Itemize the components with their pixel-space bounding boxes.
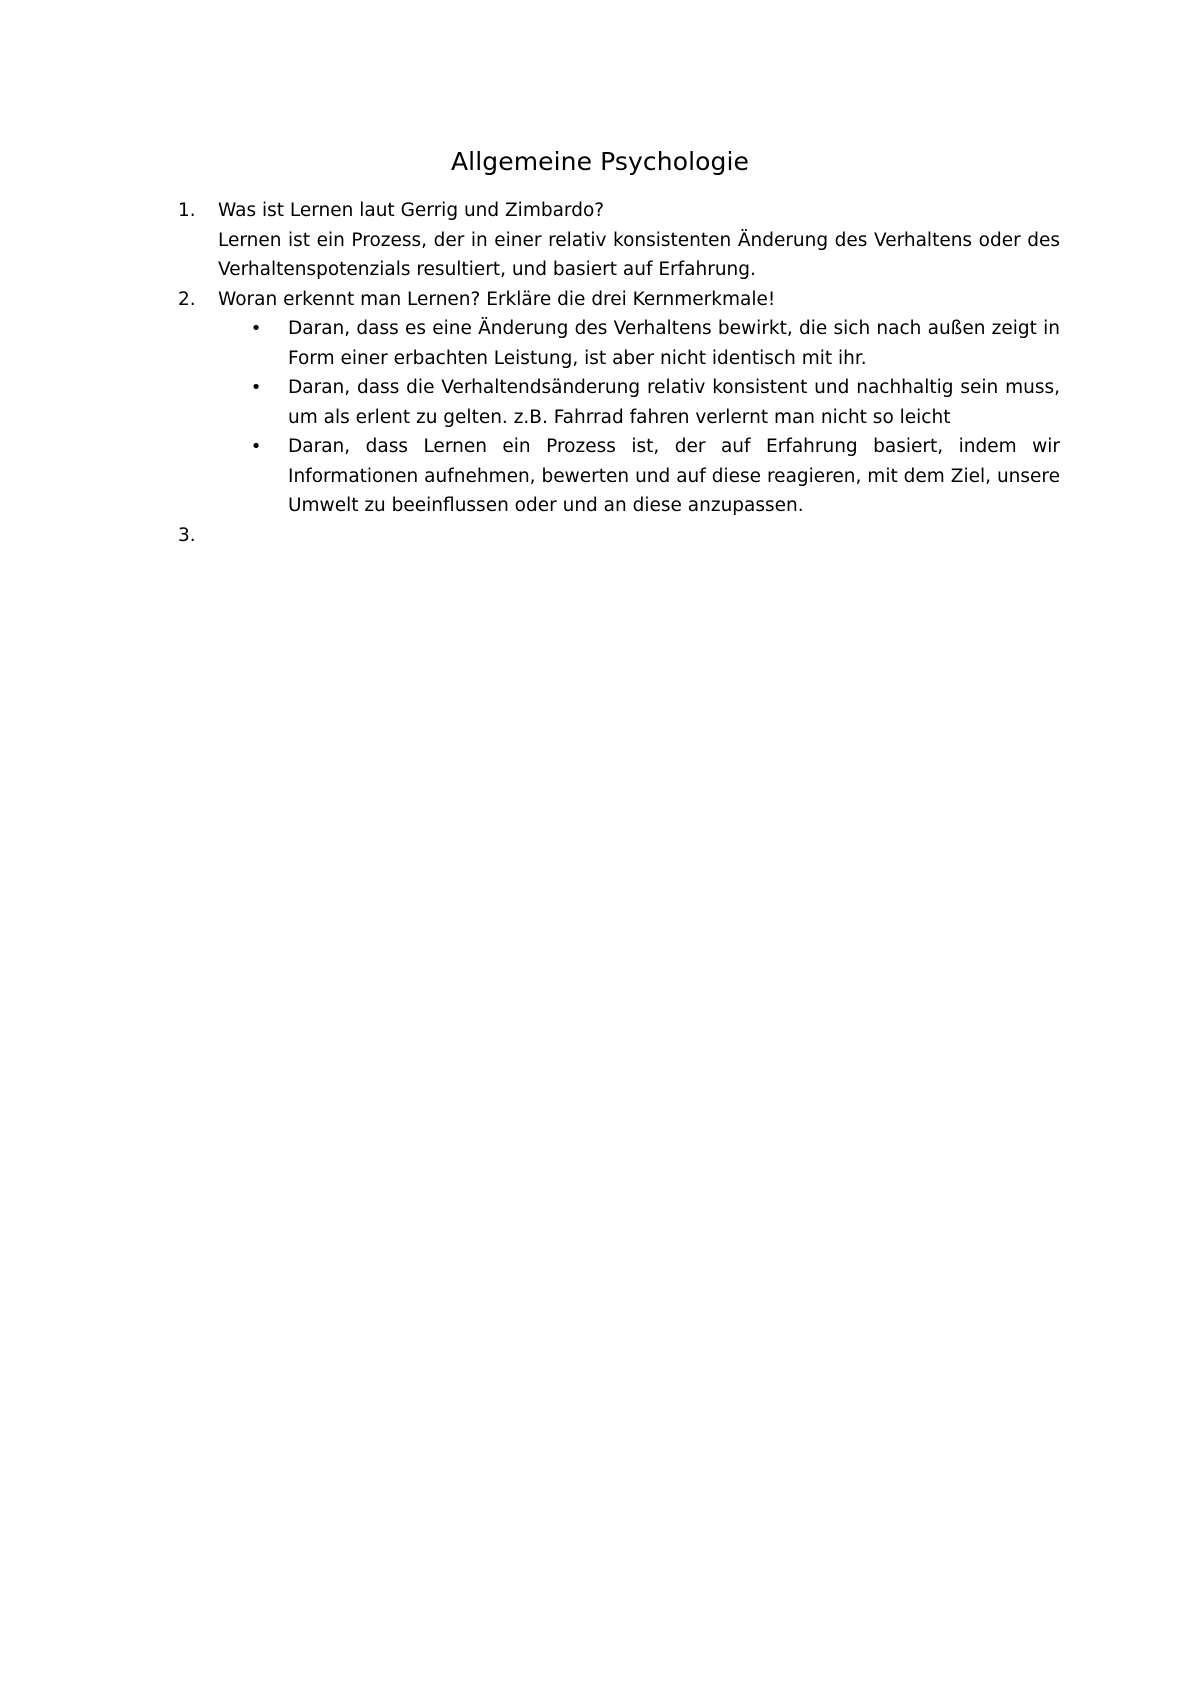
list-item: [218, 314, 1060, 373]
question-text: Woran erkennt man Lernen? Erkläre die drei Kernmerkmale!: [218, 288, 776, 310]
question-text: Was ist Lernen laut Gerrig und Zimbardo?: [218, 200, 605, 221]
question-number: 1.: [178, 200, 196, 221]
list-item: [218, 373, 1060, 432]
bullet-icon: •: [250, 436, 262, 457]
list-item: [218, 432, 1060, 521]
bullet-text: Daran, dass es eine Änderung des Verhaltens bewirkt, die sich nach außen zeigt in Form einer erbachten Leistung, ist aber nicht identisch mit ihr.: [288, 318, 1060, 369]
answer-text: Lernen ist ein Prozess, der in einer relativ konsistenten Änderung des Verhaltens oder des Verhaltenspotenzials resultiert, und basiert auf Erfahrung.: [218, 229, 1060, 280]
question-item-3: [178, 521, 1060, 551]
document-title: Allgemeine Psychologie: [450, 147, 750, 176]
question-list: [178, 196, 1060, 550]
question-number: 2.: [178, 288, 196, 310]
bullet-icon: •: [250, 377, 262, 398]
question-number: 3.: [178, 524, 196, 546]
bullet-text: Daran, dass die Verhaltendsänderung relativ konsistent und nachhaltig sein muss, um als erlent zu gelten. z.B. Fahrrad fahren verlernt man nicht so leicht: [288, 377, 1060, 428]
question-item-2: [178, 285, 1060, 521]
bullet-list: [218, 314, 1060, 521]
question-item-1: [178, 196, 1060, 285]
bullet-icon: •: [250, 318, 262, 339]
question-text: [218, 521, 1060, 551]
bullet-text: Daran, dass Lernen ein Prozess ist, der auf Erfahrung basiert, indem wir Informationen aufnehmen, bewerten und auf diese reagieren, mit dem Ziel, unsere Umwelt zu beeinflussen oder und an diese anzupassen.: [288, 436, 1060, 516]
